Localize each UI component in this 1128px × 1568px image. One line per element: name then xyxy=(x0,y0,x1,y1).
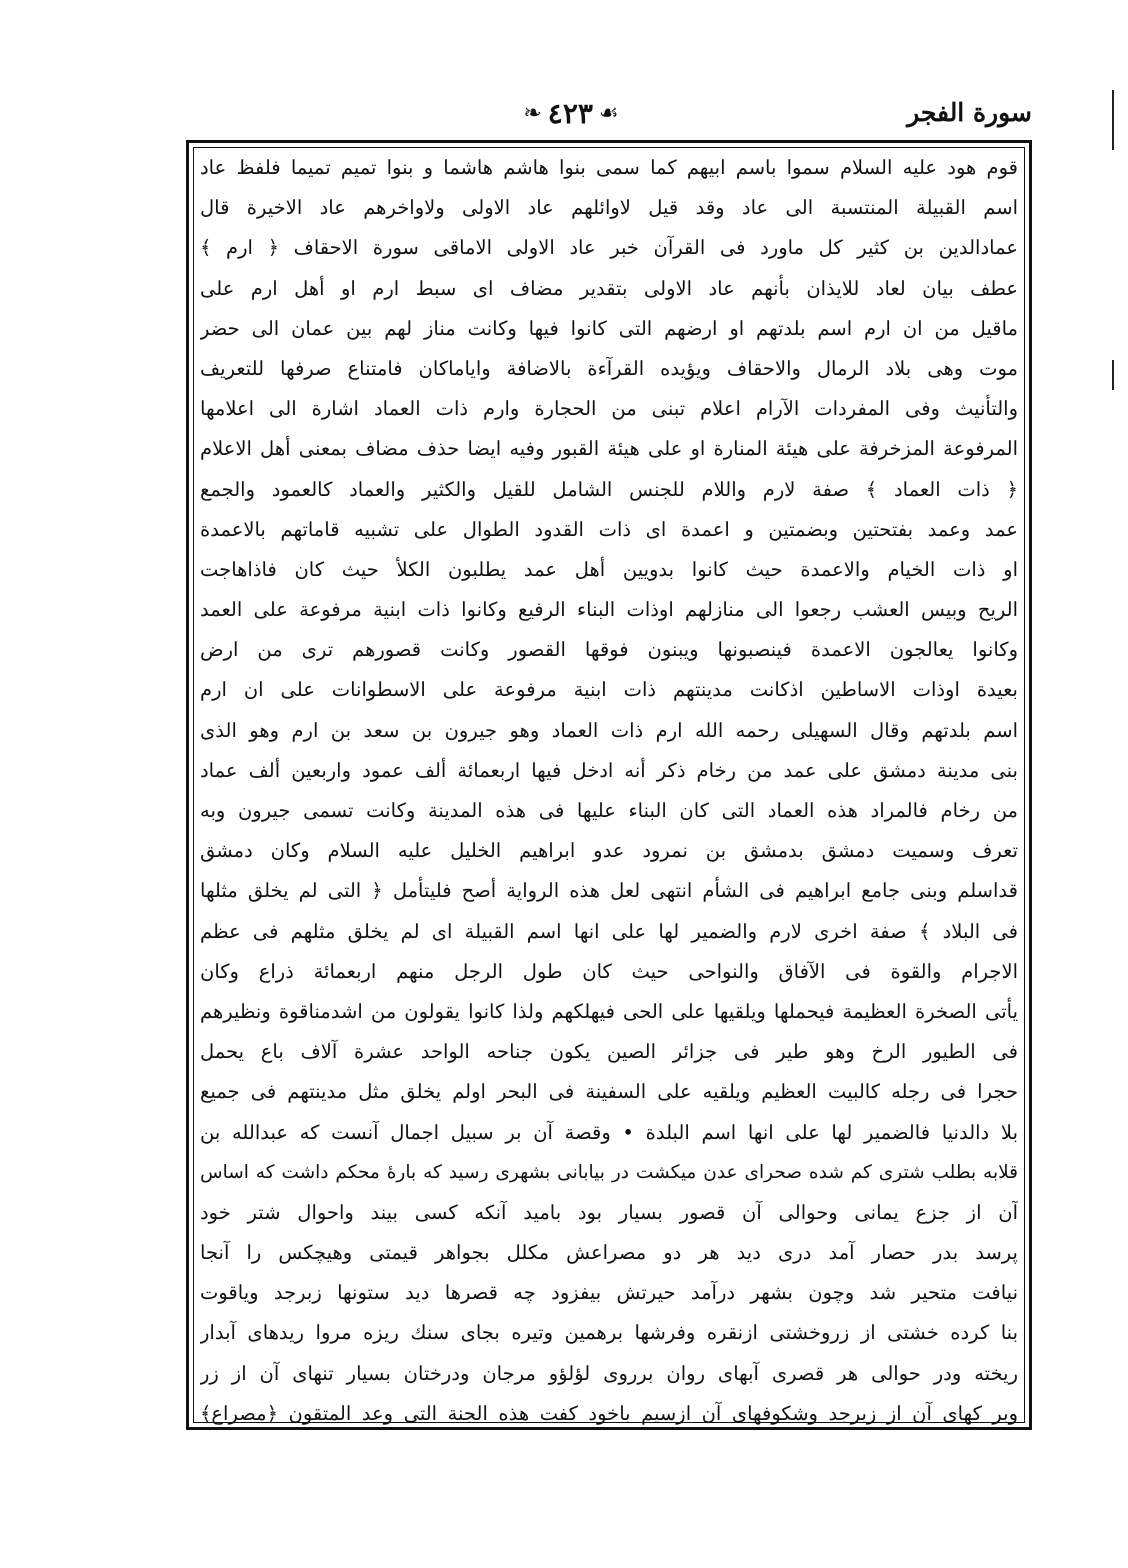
text-line: پرسد بدر حصار آمد درى ديد هر دو مصراعش مكلل بجواهر قيمتى وهيچكس را آنجا xyxy=(200,1241,1018,1265)
text-line: ﴿ ذات العماد ﴾ صفة لارم واللام للجنس الشامل للقيل والكثير والعماد كالعمود والجمع xyxy=(200,477,1018,501)
text-line: يأتى الصخرة العظيمة فيحملها ويلقيها على الحى فيهلكهم ولذا كانوا يقولون من اشدمناقوة ونظيرهم xyxy=(200,999,1018,1023)
text-line: عمادالدين بن كثير كل ماورد فى القرآن خبر عاد الاولى الاماقى سورة الاحقاف ﴿ ارم ﴾ xyxy=(200,236,1018,260)
text-line: عمد وعمد بفتحتين وبضمتين و اعمدة اى ذات القدود الطوال على تشبيه قاماتهم بالاعمدة xyxy=(200,517,1018,541)
text-line: من رخام فالمراد هذه العماد التى كان البناء عليها فى هذه المدينة وكانت تسمى جيرون وبه xyxy=(200,799,1018,822)
text-line: بنا كرده خشتى از زروخشتى ازنقره وفرشها برهمين وتيره بجاى سنك ريزه مروا ريدهاى آبدار xyxy=(200,1321,1018,1345)
text-line: ريخته ودر حوالى هر قصرى آبهاى روان برروى لؤلؤو مرجان ودرختان بسيار تنهاى آن از زر xyxy=(200,1361,1018,1385)
ornament-right-icon: ☙ xyxy=(598,100,619,126)
text-line: وبر كهاى آن از زبرجد وشكوفهاى آن ازسيم باخود كفت هذه الجنة التى وعد المتقون ﴿مصراع﴾ xyxy=(200,1401,1018,1425)
text-line: عطف بيان لعاد للايذان بأنهم عاد الاولى بتقدير مضاف اى سبط ارم او أهل ارم على xyxy=(200,276,1018,300)
text-line: حجرا فى رجله كالبيت العظيم ويلقيه على السفينة فى البحر اولم يخلق مثل مدينتهم فى جميع xyxy=(200,1080,1018,1104)
text-line: والتأنيث وفى المفردات الآرام اعلام تبنى من الحجارة وارم ذات العماد اشارة الى اعلامها xyxy=(200,397,1018,421)
text-line: بلا دالدنيا فالضمير لها على انها اسم البلدة • وقصة آن بر سبيل اجمال آنست كه عبدالله بن xyxy=(200,1120,1018,1144)
text-line: الريح وبيس العشب رجعوا الى منازلهم اوذات البناء الرفيع وكانوا ذات ابنية مرفوعة على العمد xyxy=(200,598,1018,622)
page-number-block xyxy=(506,92,636,134)
text-body xyxy=(200,148,1018,1425)
text-line: الاجرام والقوة فى الآفاق والنواحى حيث كان طول الرجل منهم اربعمائة ذراع وكان xyxy=(200,959,1018,983)
text-line: وكانوا يعالجون الاعمدة فينصبونها ويبنون فوقها القصور وكانت قصورهم ترى من ارض xyxy=(200,638,1018,662)
text-line: المرفوعة المزخرفة على هيئة المنارة او على هيئة القبور وفيه ايضا حذف مضاف بمعنى أهل الاعلام xyxy=(200,437,1018,461)
text-line: قداسلم وبنى جامع ابراهيم فى الشأم انتهى لعل هذه الرواية أصح فليتأمل ﴿ التى لم يخلق مثلها xyxy=(200,879,1018,903)
text-line: آن از جزع يمانى وحوالى آن قصور بسيار بود باميد آنكه كسى بيند واحوال شتر خود xyxy=(200,1200,1018,1224)
text-line: نيافت متحير شد وچون بشهر درآمد حيرتش بيفزود چه قصرها ديد ستونها زبرجد وياقوت xyxy=(200,1281,1018,1305)
text-line: ماقيل من ان ارم اسم بلدتهم او ارضهم التى كانوا فيها وكانت مناز لهم بين عمان الى حضر xyxy=(200,316,1018,340)
margin-rule-top xyxy=(1112,90,1114,150)
text-line: قلابه بطلب شترى كم شده صحراى عدن ميكشت در بيابانى بشهرى رسيد كه بارهٔ محكم داشت كه اساس xyxy=(200,1161,1018,1183)
text-line: موت وهى بلاد الرمال والاحقاف ويؤيده القرآءة بالاضافة واياماكان فامتناع صرفها للتعريف xyxy=(200,356,1018,380)
page-number: ٤٢٣ xyxy=(547,96,593,130)
text-line: او ذات الخيام والاعمدة حيث كانوا بدويين أهل عمد يطلبون الكلأ حيث كان فاذاهاجت xyxy=(200,557,1018,581)
text-line: فى البلاد ﴾ صفة اخرى لارم والضمير لها على انها اسم القبيلة اى لم يخلق مثلهم فى عظم xyxy=(200,919,1018,943)
text-line: قوم هود عليه السلام سموا باسم ابيهم كما سمى بنوا هاشم هاشما و بنوا تميم تميما فلفظ عاد xyxy=(200,156,1018,179)
ornament-left-icon: ❧ xyxy=(523,100,542,126)
text-line: اسم القبيلة المنتسبة الى عاد وقد قيل لاوائلهم عاد الاولى ولاواخرهم عاد الاخيرة قال xyxy=(200,196,1018,220)
running-title: سورة الفجر xyxy=(907,98,1032,127)
text-line: بعيدة اوذات الاساطين اذكانت مدينتهم ذات ابنية مرفوعة على الاسطوانات على ان ارم xyxy=(200,678,1018,702)
text-line: تعرف وسميت دمشق بدمشق بن نمرود عدو ابراهيم الخليل عليه السلام وكان دمشق xyxy=(200,839,1018,863)
text-line: فى الطيور الرخ وهو طير فى جزائر الصين يكون جناحه الواحد عشرة آلاف باع يحمل xyxy=(200,1040,1018,1064)
page-header xyxy=(186,92,1032,138)
margin-rule-mid xyxy=(1112,360,1114,390)
text-line: بنى مدينة دمشق على عمد من رخام ذكر أنه ادخل فيها اربعمائة ألف عمود واربعين ألف عماد xyxy=(200,758,1018,782)
text-line: اسم بلدتهم وقال السهيلى رحمه الله ارم ذات العماد وهو جيرون بن سعد بن ارم وهو الذى xyxy=(200,718,1018,742)
